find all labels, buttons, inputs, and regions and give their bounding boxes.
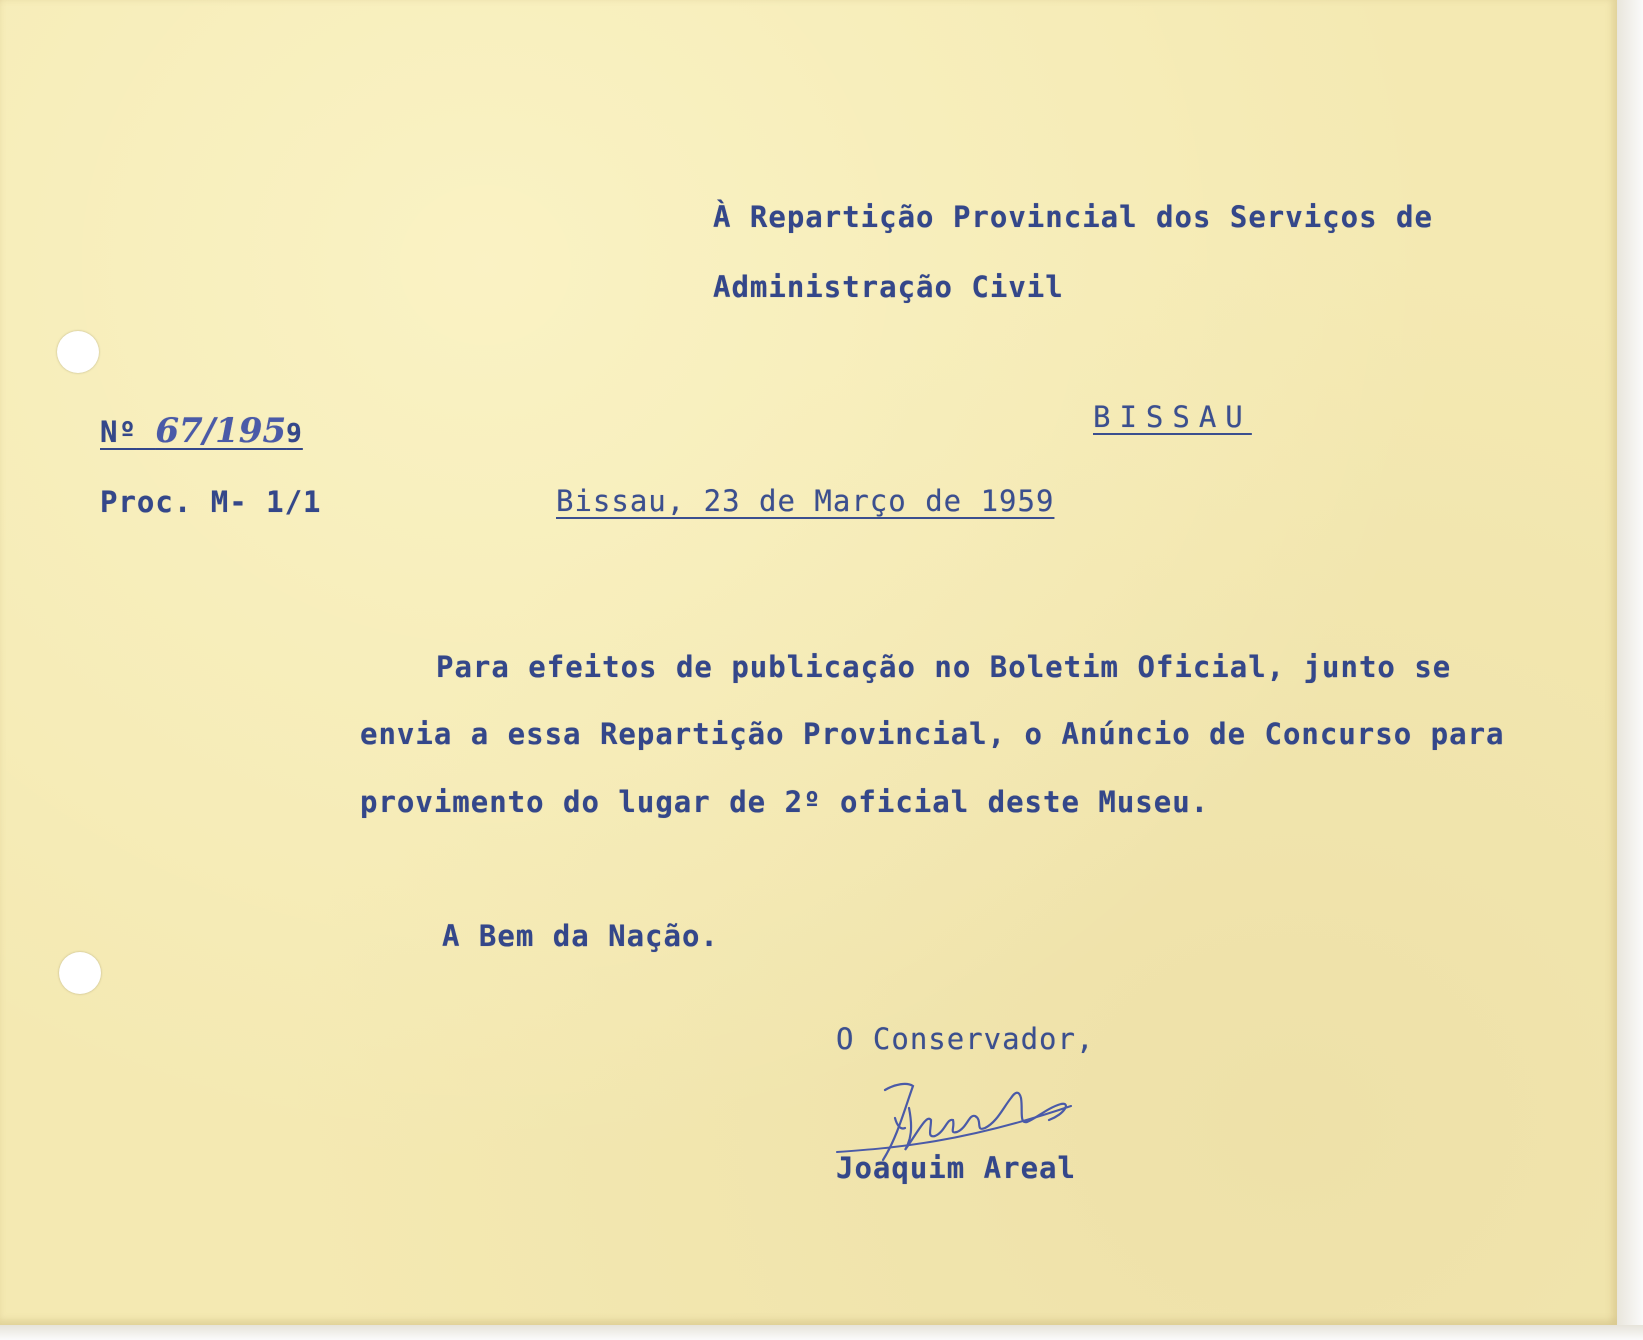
addressee-line-1: À Repartição Provincial dos Serviços de (713, 200, 1433, 234)
scan-margin-bottom (0, 1325, 1643, 1340)
reference-number-prefix: Nº (100, 415, 137, 449)
city-heading: BISSAU (1093, 400, 1252, 434)
reference-number (100, 411, 303, 451)
body-line-3: provimento do lugar de 2º oficial deste Museu. (360, 785, 1210, 819)
scan-margin-right (1617, 0, 1643, 1340)
punch-hole-top (57, 331, 99, 373)
addressee-line-2: Administração Civil (713, 270, 1064, 304)
reference-number-handwritten: 67/195 (155, 411, 287, 451)
signatory-title: O Conservador, (836, 1022, 1095, 1056)
process-reference: Proc. M- 1/1 (100, 485, 322, 519)
punch-hole-bottom (59, 952, 101, 994)
reference-number-suffix: 9 (286, 419, 303, 449)
body-line-1: Para efeitos de publicação no Boletim Oficial, junto se (436, 650, 1452, 684)
signatory-name: Joaquim Areal (836, 1151, 1076, 1185)
body-line-2: envia a essa Repartição Provincial, o Anúncio de Concurso para (360, 717, 1505, 751)
closing-salutation: A Bem da Nação. (442, 919, 719, 953)
date-line: Bissau, 23 de Março de 1959 (556, 484, 1055, 518)
